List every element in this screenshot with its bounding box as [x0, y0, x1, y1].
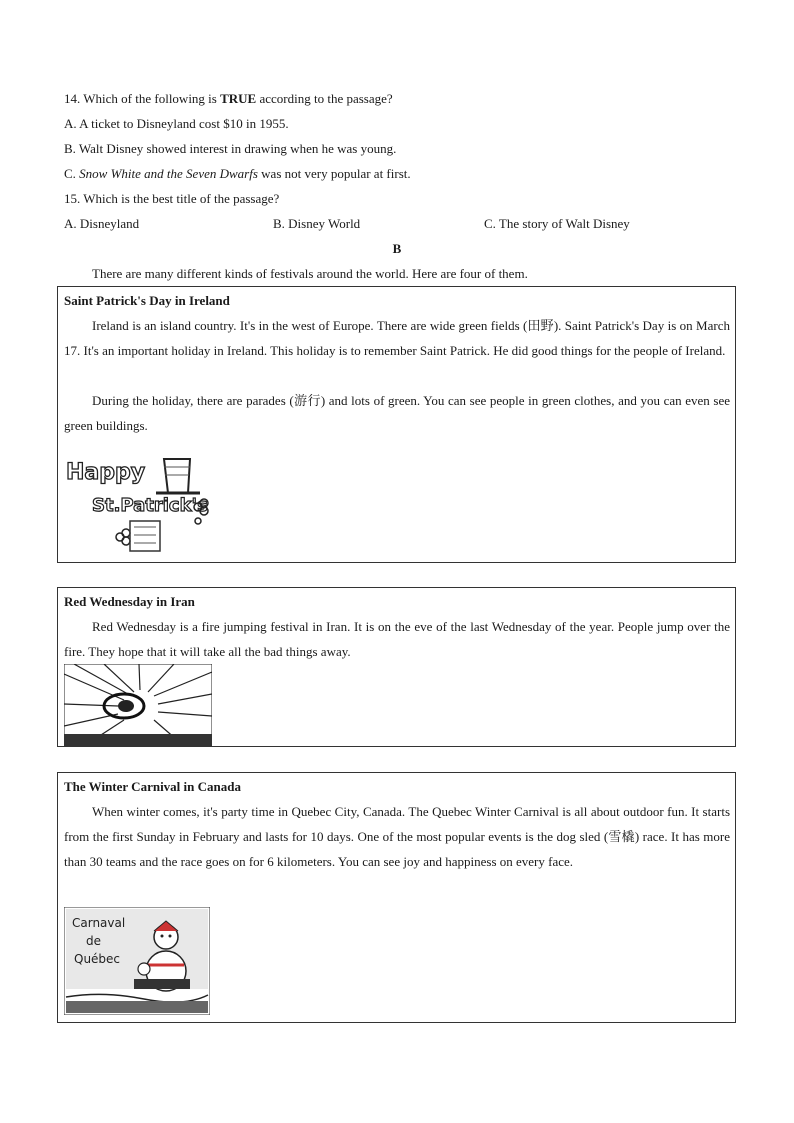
- fire-festival-image: [64, 664, 212, 746]
- q15-stem: 15. Which is the best title of the passage?: [64, 191, 280, 206]
- image-text-de: de: [86, 934, 101, 948]
- q14-option-c-title: Snow White and the Seven Dwarfs: [79, 166, 258, 181]
- image-text-st-patricks: St.Patrick's: [92, 495, 208, 516]
- festival-paragraph: Red Wednesday is a fire jumping festival in Iran. It is on the eve of the last Wednesday of the year. People jump over the fire. They hope that it will take all the bad things away.: [64, 619, 730, 659]
- festival-box-iran: [57, 587, 736, 747]
- festival-paragraph: When winter comes, it's party time in Quebec City, Canada. The Quebec Winter Carnival is all about outdoor fun. It starts from the first Sunday in February and lasts for 10 days. One of the most popular events is the dog sled (雪橇) race. It has more than 30 teams and the race goes on for 6 kilometers. You can see joy and happiness on every face.: [64, 804, 730, 869]
- q15-option-c: C. The story of Walt Disney: [484, 216, 630, 231]
- festival-box-canada: [57, 772, 736, 1023]
- image-text-quebec: Québec: [74, 952, 121, 966]
- q15-option-b: B. Disney World: [273, 216, 361, 231]
- st-patricks-image: [64, 445, 214, 557]
- festival-title-ireland: Saint Patrick's Day in Ireland: [64, 293, 230, 308]
- q14-stem: 14. Which of the following is TRUE according to the passage?: [64, 91, 393, 106]
- q14-stem-bold: TRUE: [220, 91, 257, 106]
- festival-paragraph: During the holiday, there are parades (游行) and lots of green. You can see people in green clothes, and you can even see green buildings.: [64, 393, 730, 433]
- winter-carnival-image: [64, 907, 210, 1015]
- image-text-carnaval: Carnaval: [72, 916, 126, 930]
- section-b-heading: B: [392, 241, 402, 256]
- section-b-intro: There are many different kinds of festivals around the world. Here are four of them.: [92, 266, 528, 281]
- q14-option-a: A. A ticket to Disneyland cost $10 in 1955.: [64, 116, 289, 131]
- q14-option-c: C. Snow White and the Seven Dwarfs was not very popular at first.: [64, 166, 411, 181]
- festival-title-iran: Red Wednesday in Iran: [64, 594, 195, 609]
- festival-box-ireland: [57, 286, 736, 563]
- image-text-happy: Happy: [66, 460, 146, 485]
- q15-option-a: A. Disneyland: [64, 216, 140, 231]
- q14-option-b: B. Walt Disney showed interest in drawing when he was young.: [64, 141, 397, 156]
- festival-title-canada: The Winter Carnival in Canada: [64, 779, 241, 794]
- festival-paragraph: Ireland is an island country. It's in the west of Europe. There are wide green fields (田野). Saint Patrick's Day is on March 17. It's an important holiday in Ireland. This holiday is to remember Saint Patrick. He did good things for the people of Ireland.: [64, 318, 730, 358]
